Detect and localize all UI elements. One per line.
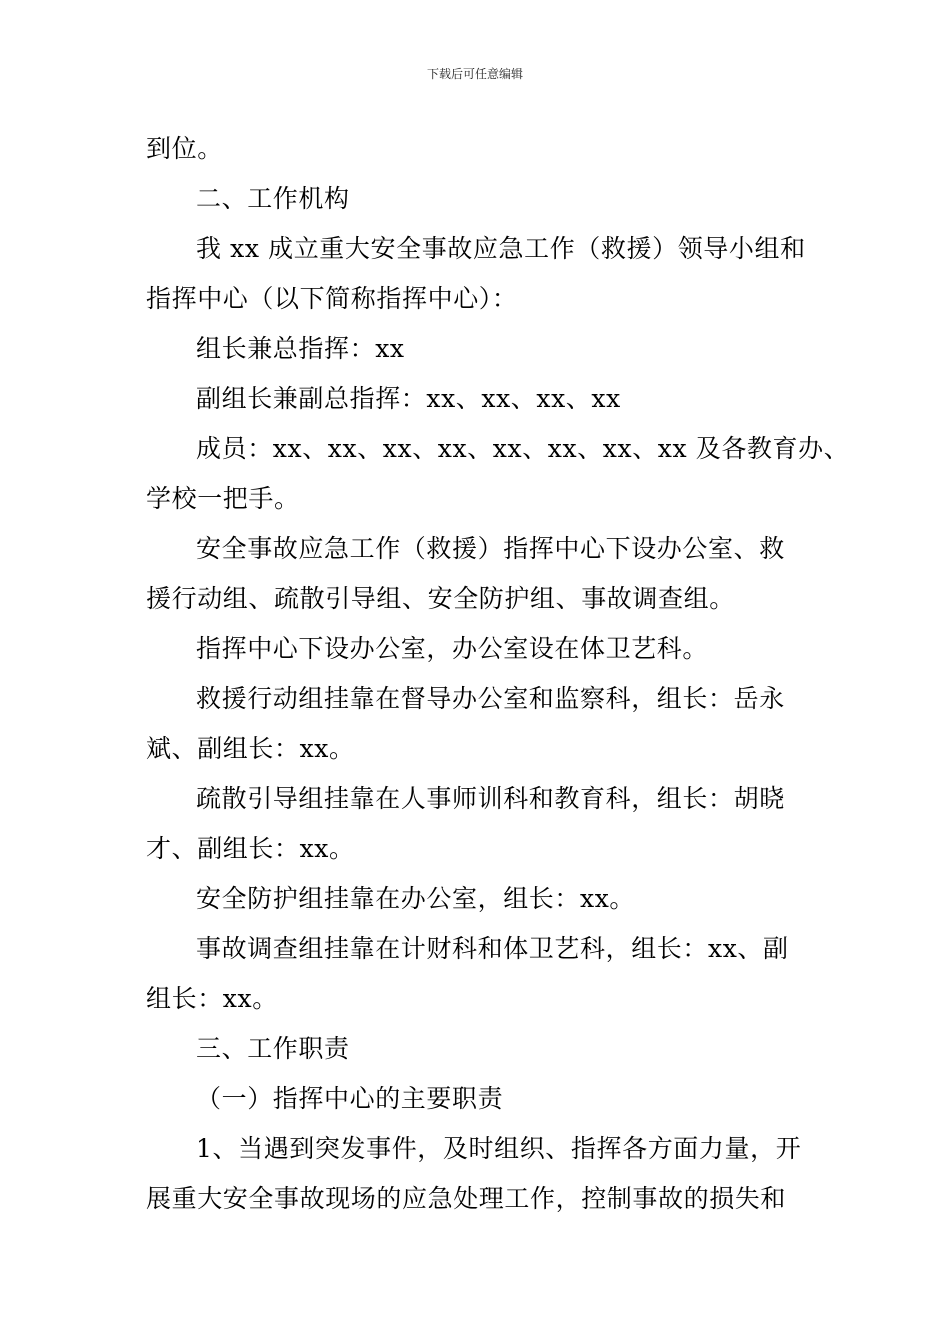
section-heading: 三、工作职责 — [196, 1034, 350, 1063]
text-line: 疏散引导组挂靠在人事师训科和教育科，组长：胡晓 — [196, 784, 785, 813]
text-line: 安全事故应急工作（救援）指挥中心下设办公室、救 — [196, 534, 785, 563]
subsection-heading: （一）指挥中心的主要职责 — [196, 1084, 504, 1113]
text-line: 援行动组、疏散引导组、安全防护组、事故调查组。 — [146, 584, 735, 613]
page-header: 下载后可任意编辑 — [426, 67, 523, 81]
text-line: 事故调查组挂靠在计财科和体卫艺科，组长：xx、副 — [196, 934, 789, 963]
document-body — [146, 124, 850, 1224]
section-heading: 二、工作机构 — [196, 184, 350, 213]
text-line: 安全防护组挂靠在办公室，组长：xx。 — [196, 884, 635, 913]
text-line: 组长：xx。 — [146, 984, 278, 1013]
text-line: 学校一把手。 — [146, 484, 300, 513]
text-line: 组长兼总指挥：xx — [196, 334, 405, 363]
text-line: 斌、副组长：xx。 — [146, 734, 355, 763]
text-line: 1、当遇到突发事件，及时组织、指挥各方面力量，开 — [196, 1134, 802, 1163]
text-line: 指挥中心下设办公室，办公室设在体卫艺科。 — [196, 634, 709, 663]
text-line: 成员：xx、xx、xx、xx、xx、xx、xx、xx 及各教育办、 — [196, 434, 850, 463]
text-line: 才、副组长：xx。 — [146, 834, 355, 863]
text-line: 展重大安全事故现场的应急处理工作，控制事故的损失和 — [146, 1184, 787, 1213]
text-line: 到位。 — [146, 134, 223, 163]
text-line: 副组长兼副总指挥：xx、xx、xx、xx — [196, 384, 621, 413]
text-line: 我 xx 成立重大安全事故应急工作（救援）领导小组和 — [196, 234, 806, 263]
text-line: 指挥中心（以下简称指挥中心）： — [146, 284, 518, 313]
text-line: 救援行动组挂靠在督导办公室和监察科，组长：岳永 — [196, 684, 785, 713]
